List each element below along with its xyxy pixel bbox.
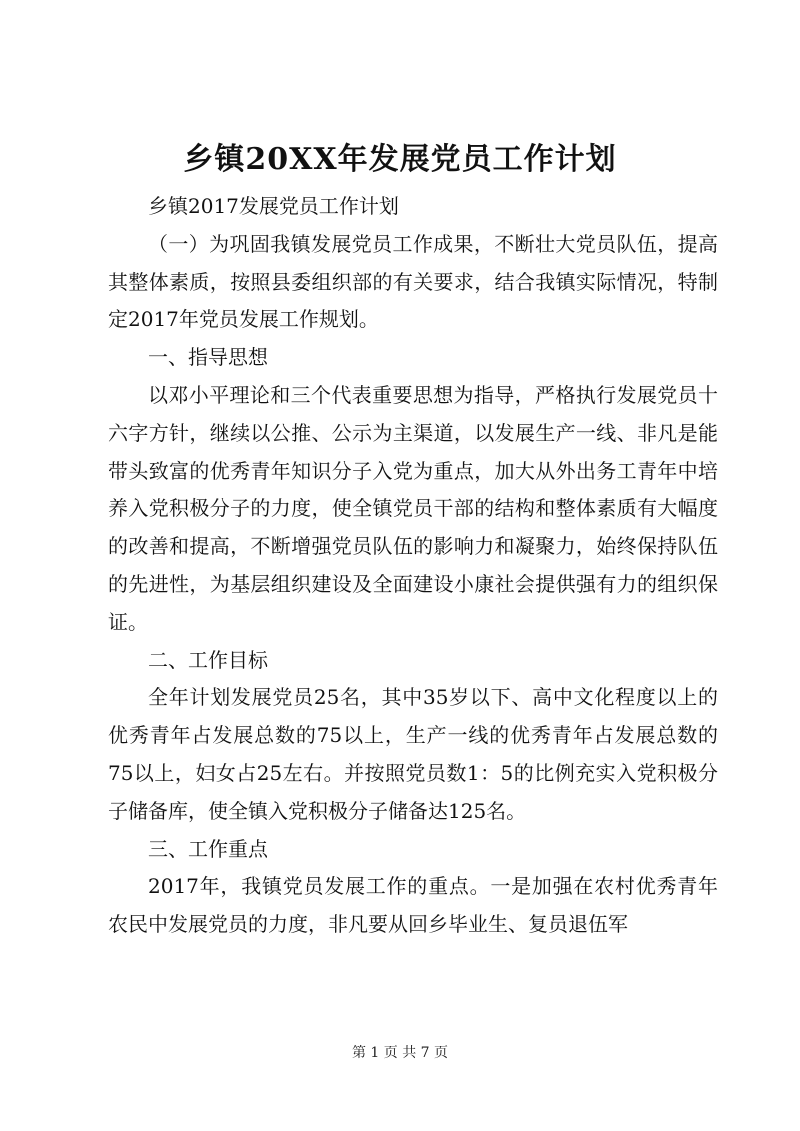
paragraph-intro: （一）为巩固我镇发展党员工作成果，不断壮大党员队伍，提高其整体素质，按照县委组织部的有关要求，结合我镇实际情况，特制定2017年党员发展工作规划。: [108, 231, 718, 332]
paragraph-work-focus: 2017年，我镇党员发展工作的重点。一是加强在农村优秀青年农民中发展党员的力度，非凡要从回乡毕业生、复员退伍军: [108, 874, 718, 937]
paragraph-work-goals: 全年计划发展党员25名，其中35岁以下、高中文化程度以上的优秀青年占发展总数的75以上，生产一线的优秀青年占发展总数的75以上，妇女占25左右。并按照党员数1：5的比例充实入党积极分子储备库，使全镇入党积极分子储备达125名。: [108, 685, 718, 823]
paragraph-subtitle: 乡镇2017发展党员工作计划: [148, 194, 399, 218]
paragraph-guiding-thought: 以邓小平理论和三个代表重要思想为指导，严格执行发展党员十六字方针，继续以公推、公示为主渠道，以发展生产一线、非凡是能带头致富的优秀青年知识分子入党为重点，加大从外出务工青年中培养入党积极分子的力度，使全镇党员干部的结构和整体素质有大幅度的改善和提高，不断增强党员队伍的影响力和凝聚力，始终保持队伍的先进性，为基层组织建设及全面建设小康社会提供强有力的组织保证。: [108, 382, 718, 634]
document-body: [108, 188, 718, 944]
page-footer: 第 1 页 共 7 页: [351, 1045, 449, 1061]
heading-guiding-thought: 一、指导思想: [148, 345, 268, 370]
document-title: 乡镇20XX年发展党员工作计划: [183, 142, 617, 177]
heading-work-focus: 三、工作重点: [148, 836, 268, 861]
heading-work-goals: 二、工作目标: [148, 647, 268, 672]
